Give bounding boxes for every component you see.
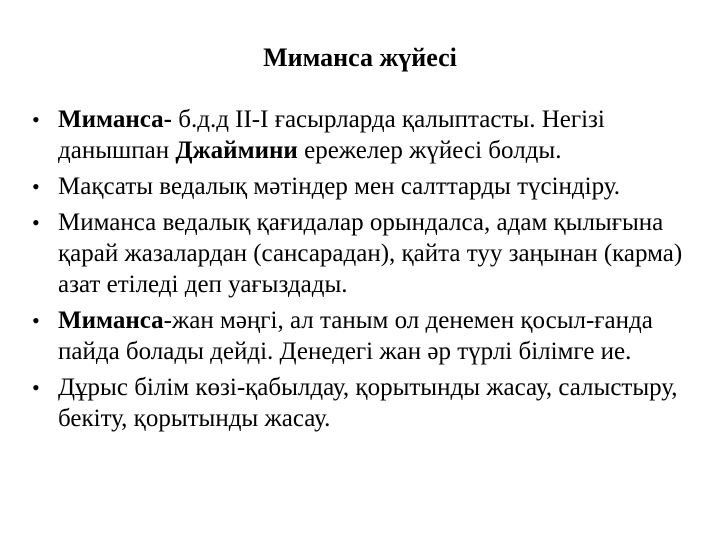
bullet-text: ережелер жүйесі болды.	[297, 137, 562, 164]
bullet-marker: •	[32, 308, 40, 333]
bullet-text-bold: Миманса	[58, 307, 164, 334]
bullet-item	[30, 207, 700, 300]
bullet-marker: •	[32, 210, 40, 235]
bullet-item	[30, 171, 700, 202]
bullet-text: Миманса ведалық қағидалар орындалса, адам қылығына қарай жазалардан (сансарадан), қайта туу заңынан (карма) азат етіледі деп уағыздады.	[58, 209, 683, 298]
bullet-marker: •	[32, 174, 40, 199]
bullet-text-bold: Джаймини	[175, 137, 298, 164]
bullet-text: -жан мәңгі, ал таным ол денемен қосыл-ғанда пайда болады дейді. Денедегі жан әр түрлі білімге ие.	[58, 307, 653, 365]
bullet-list	[30, 104, 700, 439]
bullet-item	[30, 372, 700, 434]
bullet-marker: •	[32, 375, 40, 400]
bullet-item	[30, 104, 700, 166]
bullet-text-bold: Миманса-	[58, 106, 179, 133]
bullet-item	[30, 305, 700, 367]
bullet-text: Дұрыс білім көзі-қабылдау, қорытынды жасау, салыстыру, бекіту, қорытынды жасау.	[58, 374, 678, 432]
bullet-text: Мақсаты ведалық мәтіндер мен салттарды түсіндіру.	[58, 173, 621, 200]
slide-title: Миманса жүйесі	[263, 43, 457, 72]
bullet-marker: •	[32, 107, 40, 132]
bullet-text: б.д.д II-I ғасырларда қалыптасты. Негізі данышпан	[58, 106, 605, 164]
